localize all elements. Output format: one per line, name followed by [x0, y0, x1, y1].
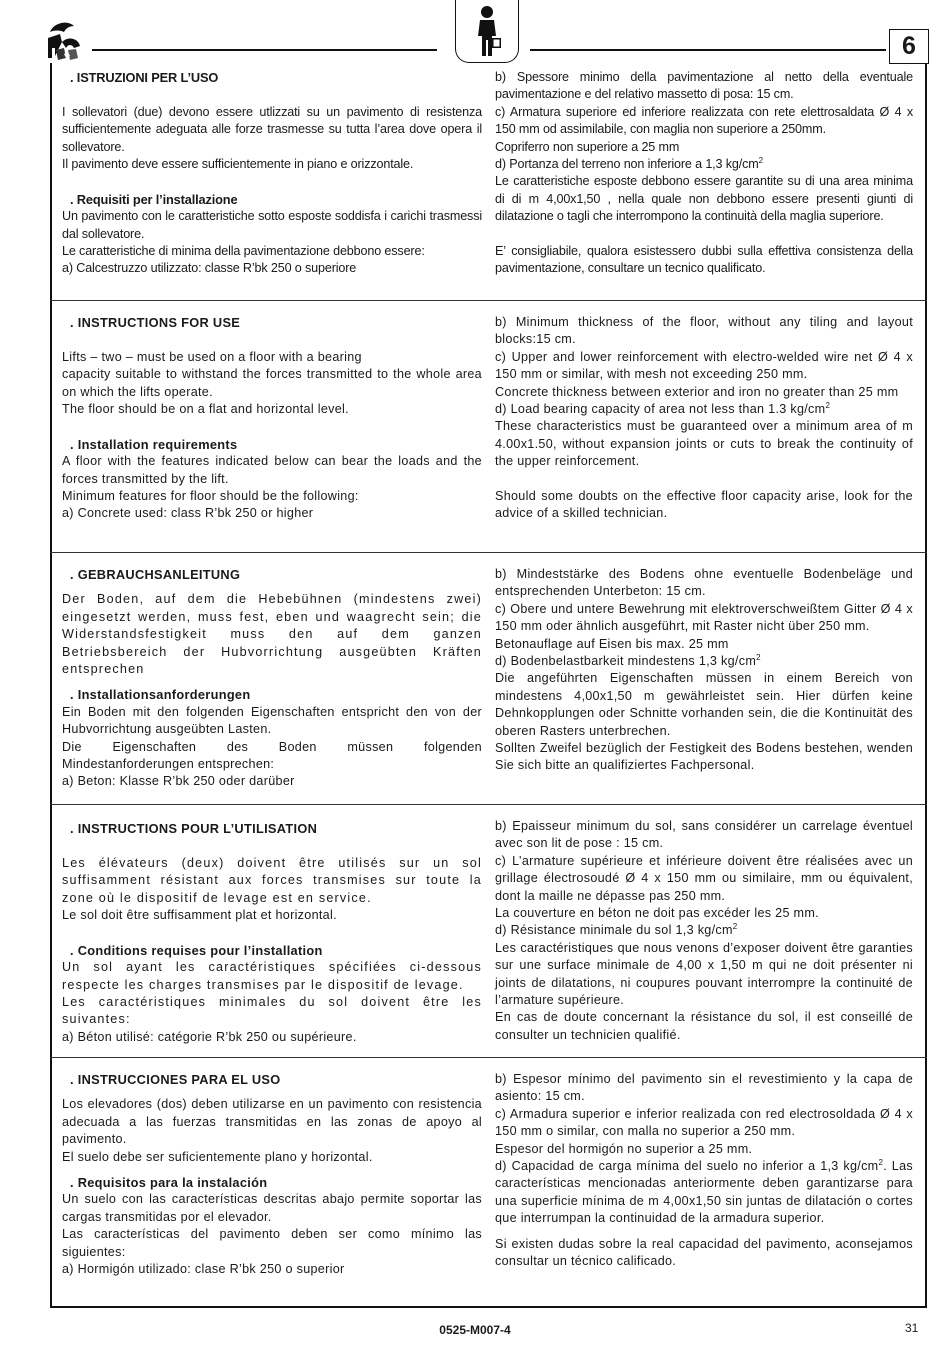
- paragraph: Le sol doit être suffisamment plat et horizontal.: [62, 908, 337, 923]
- subsection-title: . Installationsanforderungen: [70, 687, 251, 703]
- superscript: 2: [756, 652, 761, 662]
- subsection-title: . Requisitos para la instalación: [70, 1175, 268, 1191]
- section-divider: [50, 1057, 927, 1058]
- section-it-right: [495, 69, 913, 278]
- paragraph: Un suelo con las características descritas abajo permite soportar las cargas transmitidas por el elevador.: [62, 1192, 482, 1224]
- section-de-left: [62, 566, 482, 791]
- chapter-number-box: 6: [889, 29, 929, 64]
- section-title: . INSTRUCTIONS POUR L’UTILISATION: [70, 821, 318, 836]
- superscript: 2: [878, 1157, 884, 1167]
- paragraph: Die angeführten Eigenschaften müssen in einem Bereich von mindestens 4,00x1,50 m gewährleistet sein. Hier dürfen keine Dehnkopplungen oder Schnitte vorhanden sein, die die Kontinuität des oberen Rasters unterbrechen.: [495, 671, 913, 738]
- paragraph: Die Eigenschaften des Boden müssen folgenden Mindestanforderungen entsprechen:: [62, 739, 482, 772]
- paragraph: c) L’armature supérieure et inférieure doivent être réalisées avec un grillage électrosoudé Ø 4 x 150 mm ou similaire, mm ou équivalent, dont la maille ne dépasse pas 250 mm.: [495, 853, 913, 903]
- paragraph: b) Mindeststärke des Bodens ohne eventuelle Bodenbeläge und entsprechenden Unterbeton: 15 cm.: [495, 567, 913, 599]
- section-fr-right: [495, 818, 913, 1044]
- paragraph: El suelo debe ser suficientemente plano y horizontal.: [62, 1149, 373, 1164]
- section-es-right: [495, 1071, 913, 1270]
- paragraph: Lifts – two – must be used on a floor with a bearing: [62, 349, 362, 364]
- paragraph: Les caractéristiques que nous venons d’exposer doivent être garanties sur une surface minimale de 4,00 x 1,50 m qui ne doit présenter ni joints de dilatations, ni coupures pouvant interrompre la continuité de l’armature supérieure.: [495, 940, 913, 1008]
- paragraph: Der Boden, auf dem die Hebebühnen (mindestens zwei) eingesetzt werden, muss fest, eben und waagrecht sein; die Widerstandsfestigkeit muss den auf dem ganzen Betriebsbereich der Hubvorrichtung ausgeübten Kräften entsprechen: [62, 592, 482, 677]
- paragraph: d) Capacidad de carga mínima del suelo no inferior a 1,3 $kg/cm^2$. Las características mencionadas anteriormente deben garantizarse para una superficie mínima de m 4,00x1,50 sin juntas de dilatación o cortes que interrumpan la continuidad de la armadura superior.: [495, 1157, 913, 1226]
- paragraph: d) Load bearing capacity of area not less than 1.3 $kg/cm^2$: [495, 400, 831, 417]
- section-divider: [50, 552, 927, 553]
- paragraph: c) Armatura superiore ed inferiore realizzata con rete elettrosaldata Ø 4 x 150 mm od assimilabile, con maglia non superiore a 250mm.: [495, 104, 913, 137]
- superscript: 2: [758, 155, 763, 165]
- paragraph: capacity suitable to withstand the forces transmitted to the whole area on which the lifts operate.: [62, 367, 482, 399]
- section-divider: [50, 300, 927, 301]
- paragraph: Minimum features for floor should be the following:: [62, 489, 359, 504]
- section-title: . INSTRUCTIONS FOR USE: [70, 315, 241, 330]
- paragraph: Copriferro non superiore a 25 mm: [495, 139, 680, 154]
- section-es-left: [62, 1071, 482, 1278]
- paragraph: Les caractéristiques minimales du sol doivent être les suivantes:: [62, 995, 482, 1027]
- paragraph: c) Obere und untere Bewehrung mit elektroverschweißtem Gitter Ø 4 x 150 mm oder ähnlich ausgeführt, mit Raster nicht über 250 mm.: [495, 601, 913, 634]
- section-en-left: [62, 314, 482, 523]
- paragraph: Il pavimento deve essere sufficientemente in piano e orizzontale.: [62, 157, 414, 172]
- paragraph: b) Espesor mínimo del pavimento sin el revestimiento y la capa de asiento: 15 cm.: [495, 1072, 913, 1104]
- superscript: 2: [732, 922, 738, 932]
- paragraph: b) Epaisseur minimum du sol, sans considérer un carrelage éventuel avec son lit de pose : 15 cm.: [495, 819, 913, 851]
- paragraph: c) Upper and lower reinforcement with electro-welded wire net Ø 4 x 150 mm or similar, with mesh not exceeding 250 mm.: [495, 349, 913, 382]
- subsection-title: . Conditions requises pour l’installation: [70, 942, 323, 958]
- subsection-title: . Installation requirements: [70, 436, 238, 452]
- header-rule-right: [530, 49, 886, 51]
- paragraph: Las características del pavimento deben ser como mínimo las siguientes:: [62, 1227, 482, 1259]
- section-title: . GEBRAUCHSANLEITUNG: [70, 567, 241, 582]
- section-title: . INSTRUCCIONES PARA EL USO: [70, 1072, 281, 1087]
- superscript: 2: [825, 400, 831, 410]
- paragraph: Les élévateurs (deux) doivent être utilisés sur un sol suffisamment résistant aux forces transmises sur toute la zone où le dispositif de levage est en service.: [62, 855, 482, 905]
- paragraph: Betonauflage auf Eisen bis max. 25 mm: [495, 636, 729, 651]
- paragraph: Should some doubts on the effective floor capacity arise, look for the advice of a skilled technician.: [495, 489, 913, 521]
- section-title: . ISTRUZIONI PER L’USO: [70, 70, 219, 85]
- paragraph: b) Minimum thickness of the floor, without any tiling and layout blocks:15 cm.: [495, 315, 913, 347]
- header-rule-left: [92, 49, 437, 51]
- section-en-right: [495, 314, 913, 523]
- paragraph: Le caratteristiche esposte debbono essere garantite su di una area minima di di m 4,00x1,50 , nella quale non debbono essere presenti giunti di dilatazione o tagli che interrompono la continuità della maglia superiore.: [495, 174, 913, 224]
- document-code: 0525-M007-4: [439, 1323, 511, 1337]
- paragraph: Sollten Zweifel bezüglich der Festigkeit des Bodens bestehen, wenden Sie sich bitte an qualifiziertes Fachpersonal.: [495, 741, 913, 773]
- paragraph: d) Portanza del terreno non inferiore a 1,3 $kg/cm^2$: [495, 155, 763, 172]
- paragraph: I sollevatori (due) devono essere utlizzati su un pavimento di resistenza sufficientemente adeguata alle forze trasmesse su tutta l’area dove opera il sollevatore.: [62, 104, 482, 154]
- paragraph: b) Spessore minimo della pavimentazione al netto della eventuale pavimentazione e del relativo massetto di posa: 15 cm.: [495, 70, 913, 102]
- paragraph: Ein Boden mit den folgenden Eigenschaften entspricht den von der Hubvorrichtung ausgeübten Lasten.: [62, 704, 482, 737]
- paragraph: La couverture en béton ne doit pas excéder les 25 mm.: [495, 906, 819, 921]
- section-fr-left: [62, 820, 482, 1046]
- paragraph: d) Résistance minimale du sol 1,3 $kg/cm^2$: [495, 922, 738, 938]
- paragraph: Espesor del hormigón no superior a 25 mm.: [495, 1141, 753, 1156]
- section-it-left: [62, 69, 482, 278]
- paragraph: Le caratteristiche di minima della pavimentazione debbono essere:: [62, 244, 425, 259]
- paragraph: a) Béton utilisé: catégorie R’bk 250 ou supérieure.: [62, 1029, 357, 1044]
- paragraph: These characteristics must be guaranteed over a minimum area of m 4.00x1.50, without expansion joints or cuts to break the continuity of the upper reinforcement.: [495, 419, 913, 469]
- page-number: 31: [905, 1321, 919, 1335]
- paragraph: Los elevadores (dos) deben utilizarse en un pavimento con resistencia adecuada a las fuerzas transmitidas en las zonas de apoyo al pavimento.: [62, 1097, 482, 1147]
- paragraph: d) Bodenbelastbarkeit mindestens 1,3 $kg/cm^2$: [495, 652, 761, 669]
- paragraph: a) Beton: Klasse R’bk 250 oder darüber: [62, 774, 295, 789]
- paragraph: a) Concrete used: class R’bk 250 or higher: [62, 506, 314, 521]
- paragraph: Si existen dudas sobre la real capacidad del pavimento, aconsejamos consultar un técnico calificado.: [495, 1236, 913, 1269]
- paragraph: c) Armadura superior e inferior realizada con red electrosoldada Ø 4 x 150 mm o similar, con malla no superior a 250 mm.: [495, 1106, 913, 1139]
- section-de-right: [495, 566, 913, 775]
- section-divider: [50, 804, 927, 805]
- paragraph: Un pavimento con le caratteristiche sotto esposte soddisfa i carichi trasmessi dal sollevatore.: [62, 209, 482, 241]
- brand-logo-icon: [44, 18, 88, 64]
- paragraph: A floor with the features indicated below can bear the loads and the forces transmitted by the lift.: [62, 454, 482, 486]
- paragraph: a) Hormigón utilizado: clase R’bk 250 o superior: [62, 1262, 345, 1277]
- paragraph: The floor should be on a flat and horizontal level.: [62, 402, 349, 417]
- paragraph: En cas de doute concernant la résistance du sol, il est conseillé de consulter un technicien qualifié.: [495, 1010, 913, 1042]
- paragraph: Concrete thickness between exterior and iron no greater than 25 mm: [495, 384, 899, 399]
- paragraph: E’ consigliabile, qualora esistessero dubbi sulla effettiva consistenza della pavimentazione, consultare un tecnico qualificato.: [495, 244, 913, 276]
- operator-person-icon: [456, 0, 518, 62]
- operator-icon-box: [455, 0, 519, 63]
- paragraph: Un sol ayant les caractéristiques spécifiées ci-dessous respecte les charges transmises par le dispositif de levage.: [62, 960, 482, 992]
- paragraph: a) Calcestruzzo utilizzato: classe R’bk 250 o superiore: [62, 261, 357, 276]
- subsection-title: . Requisiti per l’installazione: [70, 191, 238, 207]
